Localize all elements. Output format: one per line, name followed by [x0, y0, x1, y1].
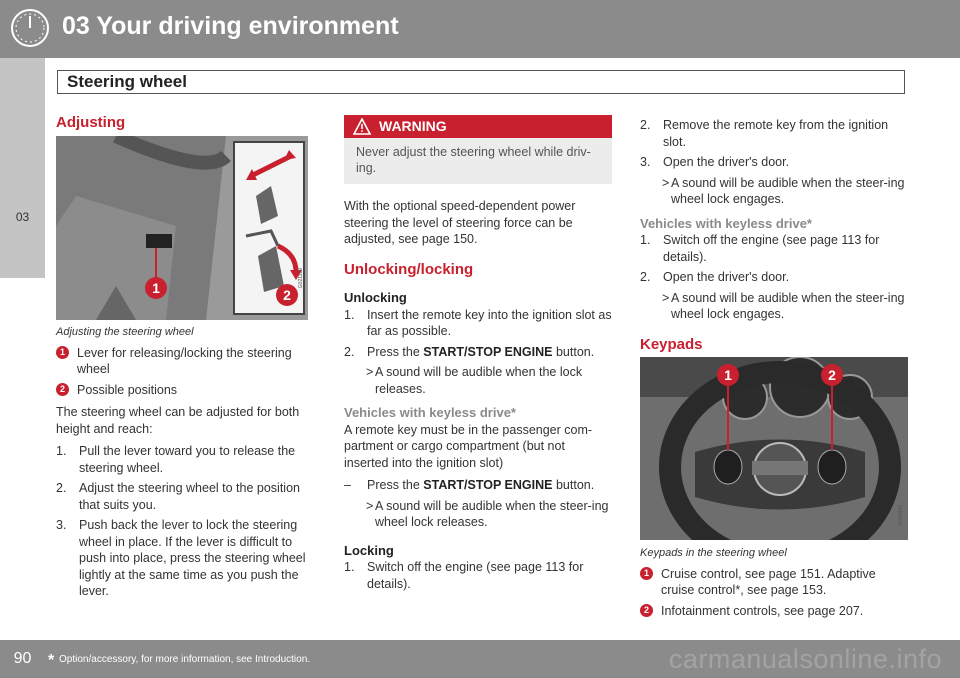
result-text: A sound will be audible when the lock releases. [375, 365, 583, 396]
step-number: 2. [640, 270, 651, 284]
column-adjusting-text [56, 324, 308, 604]
step-item [56, 517, 308, 600]
warning-icon [353, 118, 371, 135]
step-item [640, 232, 908, 265]
step-text: Open the driver's door. [663, 270, 790, 284]
step-item [56, 480, 308, 513]
side-tab-number: 03 [15, 210, 30, 224]
image-code: G040346 [898, 505, 904, 526]
warning-title: WARNING [379, 118, 447, 134]
step-number: 3. [640, 155, 651, 169]
footer-bar [0, 640, 960, 678]
steering-adjust-illustration [56, 136, 308, 320]
step-item [344, 559, 612, 592]
column-adjusting [56, 115, 308, 132]
legend-item [640, 566, 908, 599]
legend-text: Lever for releasing/locking the steering wheel [77, 345, 292, 376]
footnote-text: Option/accessory, for more information, see Introduction. [59, 654, 311, 665]
keyless-heading: Vehicles with keyless drive* [640, 215, 812, 231]
legend-text: Infotainment controls, see page 207. [661, 603, 864, 618]
unlocking-locking-heading: Unlocking/locking [344, 260, 474, 278]
result-marker: > [366, 498, 374, 513]
step-text: Push back the lever to lock the steering wheel in place. If the lever is difficult to push into place, press the steering wheel lightly at the same time as you push the lever. [79, 518, 306, 598]
section-title: Steering wheel [67, 72, 187, 91]
step-text: Press the [367, 478, 420, 492]
intro-paragraph: The steering wheel can be adjusted for both height and reach: [56, 405, 300, 436]
header-bar [0, 0, 960, 58]
adjusting-heading: Adjusting [56, 114, 126, 131]
legend-item [56, 382, 308, 399]
step-number: 2. [344, 344, 355, 359]
result-text: A sound will be audible when the steer-ing wheel lock engages. [671, 290, 905, 321]
step-number: 1. [56, 444, 67, 458]
image-caption: Keypads in the steering wheel [640, 547, 787, 559]
warning-header [344, 115, 612, 138]
image-caption: Adjusting the steering wheel [56, 326, 194, 338]
section-header [57, 70, 905, 94]
result-text: A sound will be audible when the steer-ing wheel lock engages. [671, 175, 905, 206]
step-item [640, 269, 908, 286]
step-item [344, 477, 612, 494]
footnote [48, 652, 310, 670]
column-unlocking [344, 115, 612, 596]
result-marker: > [662, 290, 670, 305]
step-text: Open the driver's door. [663, 155, 790, 169]
step-text: Adjust the steering wheel to the position that suits you. [79, 481, 300, 512]
speedometer-icon [10, 8, 50, 48]
step-number: 1. [344, 307, 355, 322]
step-text: button. [555, 478, 595, 492]
keypads-heading: Keypads [640, 335, 703, 353]
step-number: 1. [640, 233, 651, 247]
number-badge: 2 [56, 383, 69, 396]
page-number: 90 [13, 650, 32, 667]
button-name: START/STOP ENGINE [423, 478, 553, 492]
keyless-heading: Vehicles with keyless drive* [344, 405, 516, 420]
step-text: Switch off the engine (see page 113 for details). [663, 233, 880, 264]
step-text: Pull the lever toward you to release the steering wheel. [79, 444, 296, 475]
legend-item [56, 345, 308, 378]
image-code: G021109 [298, 268, 304, 289]
step-text: Insert the remote key into the ignition slot as far as possible. [367, 307, 612, 338]
number-badge: 1 [640, 567, 653, 580]
footnote-star: * [48, 652, 55, 669]
locking-heading: Locking [344, 542, 394, 558]
button-name: START/STOP ENGINE [423, 344, 553, 359]
watermark: carmanualsonline.info [668, 644, 942, 674]
column-keypads-legend [640, 545, 908, 623]
column-keypads [640, 117, 908, 353]
step-item [640, 117, 908, 150]
marker-2: 2 [276, 284, 298, 306]
keypads-illustration [640, 357, 908, 540]
power-steering-paragraph: With the optional speed-dependent power steering the level of steering force can be adjusted, see page 150. [344, 199, 576, 246]
result-item [640, 290, 908, 323]
step-item [344, 307, 612, 340]
warning-box [344, 115, 612, 184]
step-item [640, 154, 908, 171]
step-item [344, 344, 612, 361]
marker-1: 1 [717, 364, 739, 386]
chapter-side-tab [0, 58, 45, 278]
marker-2: 2 [821, 364, 843, 386]
step-item [56, 443, 308, 476]
legend-item [640, 603, 908, 620]
step-text: Remove the remote key from the ignition slot. [663, 118, 889, 149]
result-item [344, 498, 612, 531]
result-marker: > [662, 175, 670, 190]
step-text: Press the [367, 344, 420, 359]
result-item [640, 175, 908, 208]
legend-text: Cruise control, see page 151. Adaptive cruise control*, see page 153. [661, 566, 876, 597]
step-number: 2. [640, 118, 651, 132]
legend-text: Possible positions [77, 382, 178, 397]
chapter-title: 03 Your driving environment [62, 12, 399, 40]
unlocking-heading: Unlocking [344, 290, 407, 305]
number-badge: 1 [56, 346, 69, 359]
step-text: button. [555, 344, 595, 359]
step-text: Switch off the engine (see page 113 for details). [367, 560, 584, 591]
marker-1: 1 [145, 277, 167, 299]
step-number: 2. [56, 481, 67, 495]
step-number: 1. [344, 560, 355, 574]
dash-bullet: – [344, 478, 351, 492]
step-number: 3. [56, 518, 67, 532]
number-badge: 2 [640, 604, 653, 617]
result-item [344, 364, 612, 397]
result-text: A sound will be audible when the steer-ing wheel lock releases. [375, 498, 609, 529]
warning-text: Never adjust the steering wheel while driv-ing. [356, 145, 591, 175]
result-marker: > [366, 365, 374, 379]
keyless-paragraph: A remote key must be in the passenger com-partment or cargo compartment (but not inserted into the ignition slot) [344, 422, 593, 470]
